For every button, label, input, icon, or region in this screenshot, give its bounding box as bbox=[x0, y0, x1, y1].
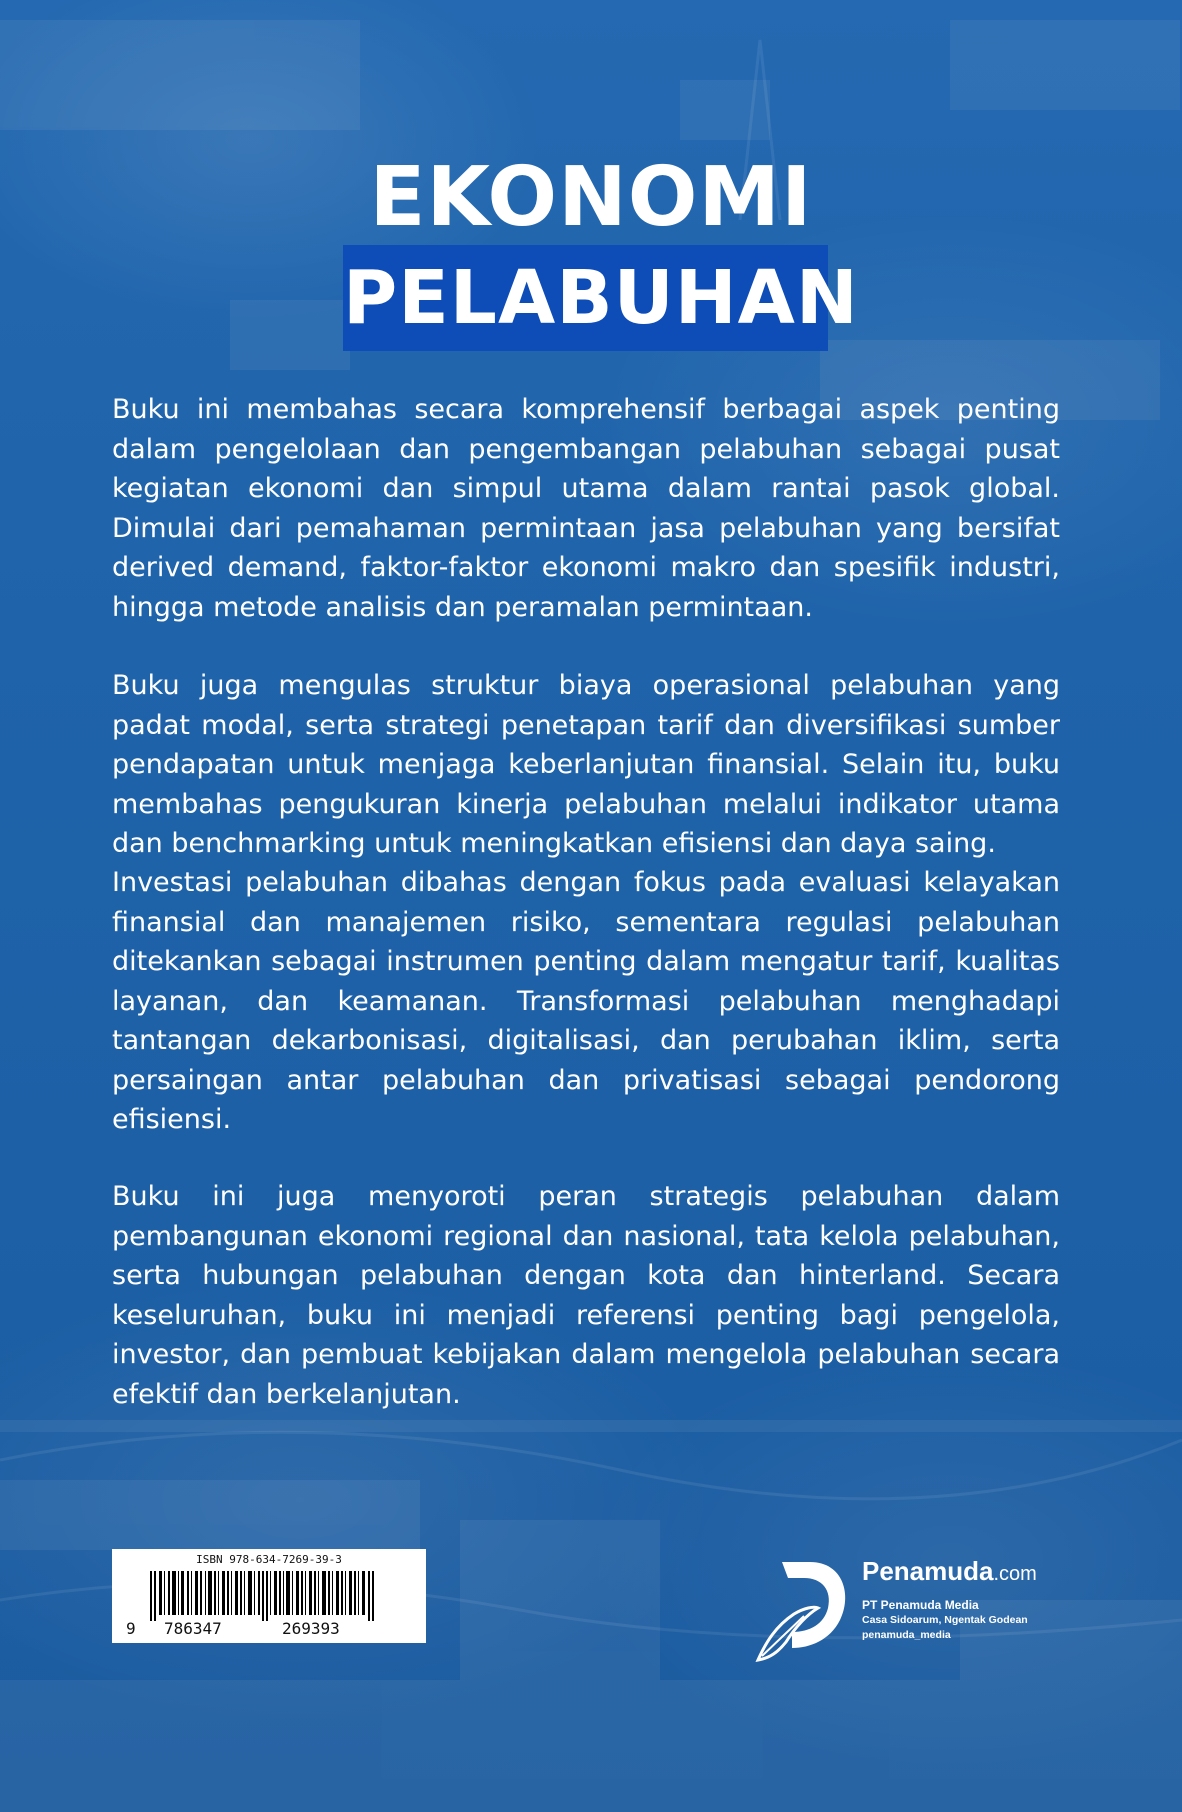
feather-d-logo-icon bbox=[752, 1556, 852, 1664]
publisher-address: Casa Sidoarum, Ngentak Godean bbox=[862, 1614, 1028, 1626]
publisher-company: PT Penamuda Media bbox=[862, 1598, 979, 1612]
book-title-line2: PELABUHAN bbox=[343, 255, 859, 341]
blurb-paragraph-4: Buku ini juga menyoroti peran strategis pelabuhan dalam pembangunan ekonomi regional dan nasional, tata kelola pelabuhan, serta hubungan pelabuhan dengan kota dan hinterland. Secara keseluruhan, buku ini menjadi referensi penting bagi pengelola, investor, dan pembuat kebijakan dalam mengelola pelabuhan secara efektif dan berkelanjutan. bbox=[112, 1181, 1060, 1410]
blurb-paragraph-2: Buku juga mengulas struktur biaya operasional pelabuhan yang padat modal, serta strategi penetapan tarif dan diversifikasi sumber pendapatan untuk menjaga keberlanjutan finansial. Selain itu, buku membahas pengukuran kinerja pelabuhan melalui indikator utama dan benchmarking untuk meningkatkan efisiensi dan daya saing. bbox=[112, 670, 1060, 859]
barcode-icon bbox=[150, 1571, 390, 1621]
blurb-paragraph-3: Investasi pelabuhan dibahas dengan fokus pada evaluasi kelayakan finansial dan manajemen risiko, sementara regulasi pelabuhan ditekankan sebagai instrumen penting dalam mengatur tarif, kualitas layanan, dan keamanan. Transformasi pelabuhan menghadapi tantangan dekarbonisasi, digitalisasi, dan perubahan iklim, serta persaingan antar pelabuhan dan privatisasi sebagai pendorong efisiensi. bbox=[112, 867, 1060, 1135]
blurb-paragraph-1: Buku ini membahas secara komprehensif berbagai aspek penting dalam pengelolaan dan pengembangan pelabuhan sebagai pusat kegiatan ekonomi dan simpul utama dalam rantai pasok global. Dimulai dari pemahaman permintaan jasa pelabuhan yang bersifat derived demand, faktor-faktor ekonomi makro dan spesifik industri, hingga metode analisis dan peramalan permintaan. bbox=[112, 394, 1060, 623]
isbn-barcode-box bbox=[112, 1549, 426, 1643]
isbn-digit-group-2: 269393 bbox=[282, 1619, 340, 1638]
book-title-line1: EKONOMI bbox=[369, 150, 813, 245]
isbn-first-digit: 9 bbox=[126, 1619, 136, 1638]
publisher-social-handle: penamuda_media bbox=[862, 1629, 951, 1641]
isbn-label: ISBN 978-634-7269-39-3 bbox=[196, 1553, 342, 1566]
isbn-digit-group-1: 786347 bbox=[164, 1619, 222, 1638]
publisher-name: Penamuda.com bbox=[862, 1556, 1037, 1586]
